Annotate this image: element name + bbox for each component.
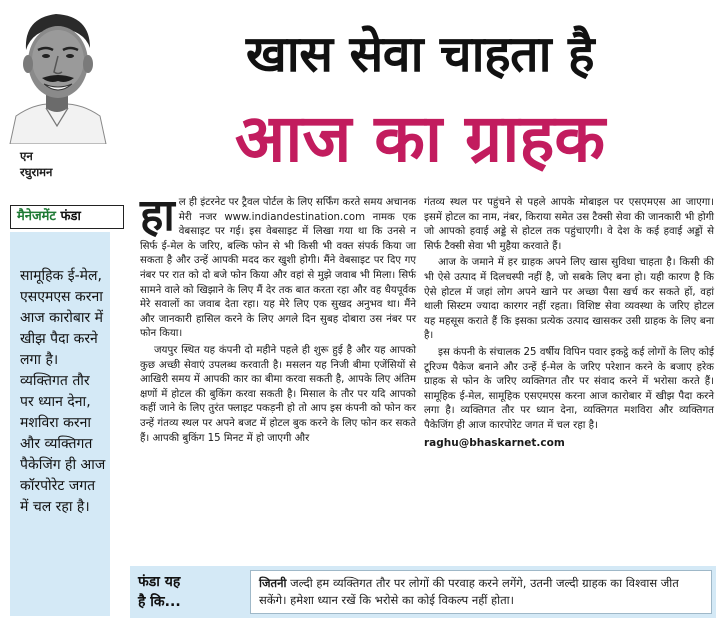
funda-quote-label bbox=[138, 572, 234, 612]
headline-line1: खास सेवा चाहता है bbox=[245, 25, 595, 83]
author-sidebar bbox=[0, 0, 110, 624]
article-paragraph-2: जयपुर स्थित यह कंपनी दो महीने पहले ही शुरू हुई है और यह आपको कुछ अच्छी सेवाएं उपलब्ध करवाती है। मसलन यह निजी बीमा एजेंसियों से आखिरी समय में आपकी कार का बीमा करवा सकती है, आपके लिए अंतिम क्षणों में होटल की बुकिंग करवा सकती है। मिसाल के तौर पर यदि आपको कहीं जाने के लिए तुरंत फ्लाइट पकड़नी हो तो आप इस कंपनी को फोन कर उन्हें गंतव्य स्थल पर अपने बजट में होटल बुक करने के लिए फोन कर सकते हैं। आपकी बुकिंग 15 मिनट में हो जाएगी और bbox=[140, 344, 416, 444]
author-name bbox=[20, 148, 108, 180]
article-paragraph-3: गंतव्य स्थल पर पहुंचने से पहले आपके मोबाइल पर एसएमएस आ जाएगा। इसमें होटल का नाम, नंबर, किराया समेत उस टैक्सी सेवा की जानकारी भी होगी जो आपको हवाई अड्डे से होटल तक पहुंचाएगी। वे देश के कई हवाई अड्डों से सिर्फ टैक्सी सेवा भी मुहैया करवाते हैं। bbox=[424, 197, 714, 252]
dropcap: हा bbox=[140, 190, 175, 241]
article-paragraph-5: इस कंपनी के संचालक 25 वर्षीय विपिन पवार इकट्ठे कई लोगों के लिए कोई टूरिज्म पैकेज बनाने और उन्हें ई-मेल के जरिए परेशान करने के बजाए हरेक ग्राहक से फोन के जरिए व्यक्तिगत तौर पर संवाद करने में भरोसा करते हैं। सामूहिक ई-मेल, सामूहिक एसएमएस करना आज कारोबार में खीझ पैदा करने लगा है। व्यक्तिगत तौर पर ध्यान देना, व्यक्तिगत मशविरा और व्यक्तिगत पैकेजिंग ही आज कारपोरेट जगत में चल रहा है। bbox=[424, 346, 714, 431]
funda-quote-label-line2: है कि... bbox=[138, 594, 181, 610]
article-column-2 bbox=[424, 196, 714, 450]
headline-line2: आज का ग्राहक bbox=[234, 100, 606, 177]
brand-label-funda: फंडा bbox=[60, 209, 81, 224]
author-name-line1: एन bbox=[20, 149, 33, 163]
article-paragraph-1-text: ल ही इंटरनेट पर ट्रैवल पोर्टल के लिए सर्फिंग करते समय अचानक मेरी नजर www.indiandestination.com नामक एक वेबसाइट पर गई। इस वेबसाइट में लिखा गया था कि उनसे न सिर्फ ई-मेल के जरिए, बल्कि फोन से भी किसी भी वक्त संपर्क किया जा सकता है और उन्हें आपकी मदद कर खुशी होगी। मैंने वेबसाइट पर दिए गए नंबर पर रात को दो बजे फोन किया और वहां से मुझे जवाब भी मिला। सिर्फ सामने वाले को खिझाने के लिए मैं देर तक बात करता रहा और वह धैयपूर्वक मेरे सवालों का जवाब देता रहा। यह मेरे लिए एक सुखद अनुभव था। मैंने और जानकारी हासिल करने के लिए अगले दिन सुबह दोबारा उस नंबर पर फोन किया। bbox=[140, 197, 416, 340]
funda-quote-text: जल्दी हम व्यक्तिगत तौर पर लोगों की परवाह करने लगेंगे, उतनी जल्दी ग्राहक का विश्वास जीत सकेंगे। हमेशा ध्यान रखें कि भरोसे का कोई विकल्प नहीं होता। bbox=[259, 576, 679, 607]
article-paragraph-1 bbox=[140, 190, 416, 342]
summary-text: सामूहिक ई-मेल, एसएमएस करना आज कारोबार में खीझ पैदा करने लगा है। व्यक्तिगत तौर पर ध्यान देना, मशविरा करना और व्यक्तिगत पैकेजिंग ही आज कॉरपोरेट जगत में चल रहा है। bbox=[20, 268, 106, 515]
summary-box bbox=[10, 232, 110, 616]
author-portrait-image bbox=[6, 4, 108, 144]
author-name-line2: रघुरामन bbox=[20, 165, 53, 179]
author-photo bbox=[6, 4, 108, 144]
brand-label-management: मैनेजमेंट bbox=[17, 209, 56, 224]
funda-quote-label-line1: फंडा यह bbox=[138, 574, 181, 590]
author-email: raghu@bhaskarnet.com bbox=[424, 436, 565, 449]
funda-quote-box bbox=[250, 570, 712, 614]
article-column-1 bbox=[140, 190, 416, 448]
article-paragraph-4: आज के जमाने में हर ग्राहक अपने लिए खास सुविधा चाहता है। किसी की भी ऐसे उत्पाद में दिलचस्पी नहीं है, जो सबके लिए बना हो। यही कारण है कि ऐसे होटल में जहां लोग अपने खाने पर अच्छा पैसा खर्च कर सकते हों, वहां थाली सिस्टम ज्यादा कारगर नहीं रहता। विशिष्ट सेवा व्यवस्था के जरिए होटल यह महसूस कराते हैं कि इसका प्रत्येक उत्पाद खासकर उसी ग्राहक के लिए बना है। bbox=[424, 257, 714, 342]
funda-quote-panel bbox=[130, 566, 716, 618]
funda-quote-lead: जितनी bbox=[259, 576, 287, 590]
column-brand-badge bbox=[10, 205, 124, 229]
